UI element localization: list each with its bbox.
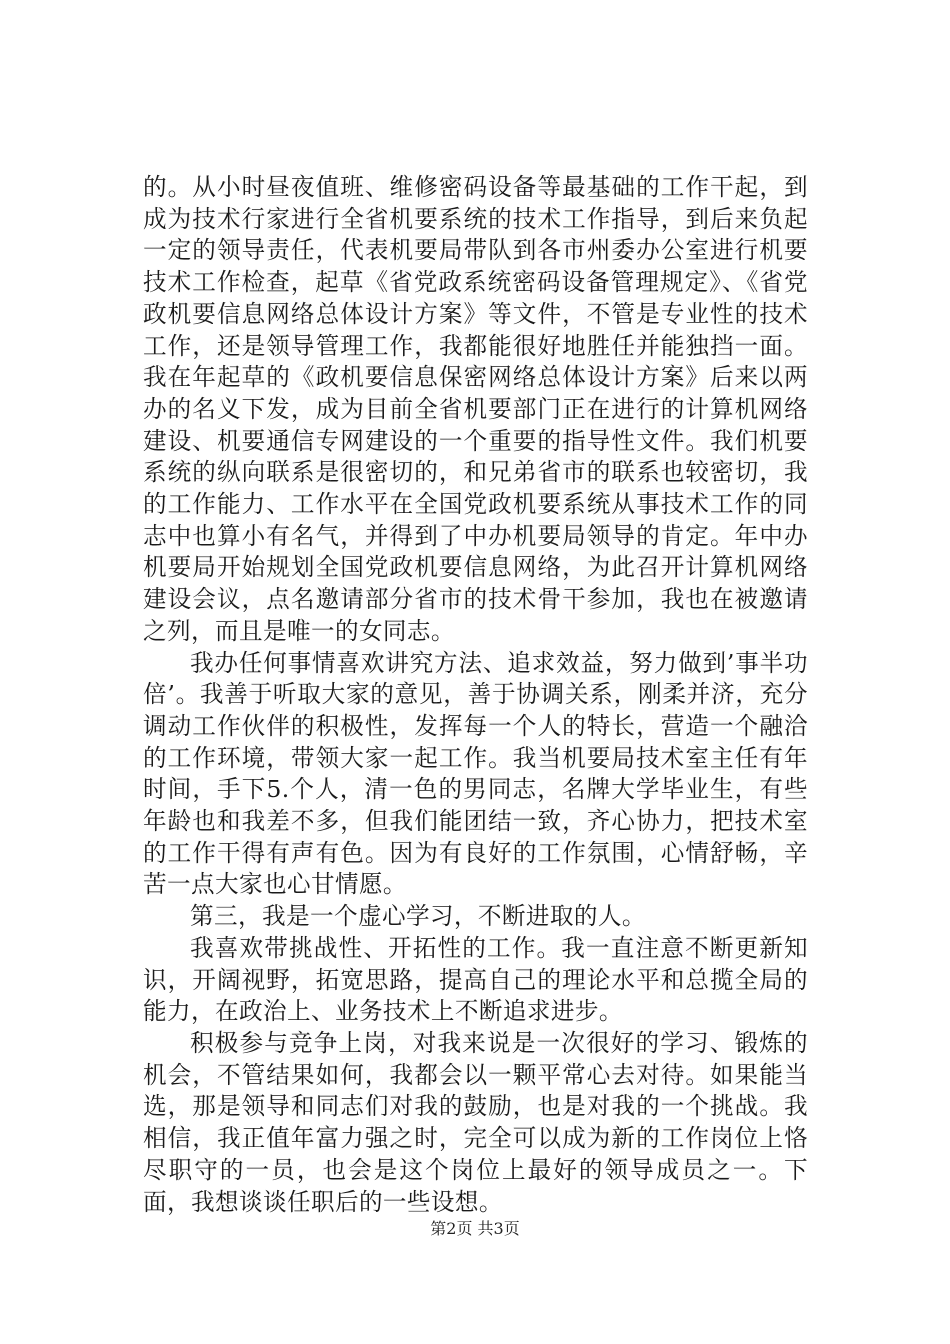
paragraph-3: 第三，我是一个虚心学习，不断进取的人。	[190, 902, 646, 931]
page-number-label: 第2页 共3页	[430, 1219, 520, 1238]
paragraph-1: 的。从小时昼夜值班、维修密码设备等最基础的工作干起，到成为技术行家进行全省机要系统的技术工作指导，到后来负起一定的领导责任，代表机要局带队到各市州委办公室进行机要技术工作检查，起草《省党政系统密码设备管理规定》、《省党政机要信息网络总体设计方案》等文件，不管是专业性的技术工作，还是领导管理工作，我都能很好地胜任并能独挡一面。我在年起草的《政机要信息保密网络总体设计方案》后来以两办的名义下发，成为目前全省机要部门正在进行的计算机网络建设、机要通信专网建设的一个重要的指导性文件。我们机要系统的纵向联系是很密切的，和兄弟省市的联系也较密切，我的工作能力、工作水平在全国党政机要系统从事技术工作的同志中也算小有名气，并得到了中办机要局领导的肯定。年中办机要局开始规划全国党政机要信息网络，为此召开计算机网络建设会议，点名邀请部分省市的技术骨干参加，我也在被邀请之列，而且是唯一的女同志。	[143, 173, 808, 645]
paragraph-5: 积极参与竞争上岗，对我来说是一次很好的学习、锻炼的机会，不管结果如何，我都会以一颗平常心去对待。如果能当选，那是领导和同志们对我的鼓励，也是对我的一个挑战。我相信，我正值年富力强之时，完全可以成为新的工作岗位上恪尽职守的一员，也会是这个岗位上最好的领导成员之一。下面，我想谈谈任职后的一些设想。	[143, 1028, 808, 1216]
document-body	[143, 172, 808, 1218]
page-footer	[0, 1216, 950, 1239]
paragraph-4: 我喜欢带挑战性、开拓性的工作。我一直注意不断更新知识，开阔视野，拓宽思路，提高自己的理论水平和总揽全局的能力，在政治上、业务技术上不断追求进步。	[143, 933, 808, 1026]
paragraph-2: 我办任何事情喜欢讲究方法、追求效益，努力做到’事半功倍’。我善于听取大家的意见，善于协调关系，刚柔并济，充分调动工作伙伴的积极性，发挥每一个人的特长，营造一个融洽的工作环境，带领大家一起工作。我当机要局技术室主任有年时间，手下5.个人，清一色的男同志，名牌大学毕业生，有些年龄也和我差不多，但我们能团结一致，齐心协力，把技术室的工作干得有声有色。因为有良好的工作氛围，心情舒畅，辛苦一点大家也心甘情愿。	[143, 648, 808, 899]
